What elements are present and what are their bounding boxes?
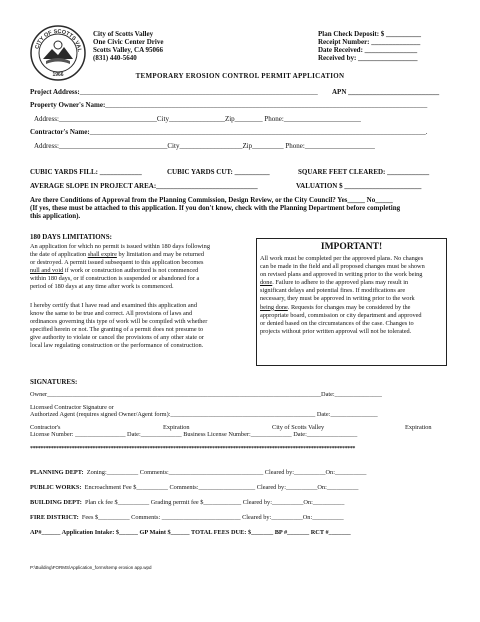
- separator-stars: *****************************************************************************************************************************: [30, 446, 356, 452]
- important-text: All work must be completed per the approved plans. No changes can be made in the field and all proposed changes must be shown on revised plans and approved in writing prior to the work being done. Failure to adhere to the approved plans may result in significant delays and potential fines. If modifications are necessary, they must be approved in writing prior to the work being done. Requests for changes may be considered by the appropriate board, commission or city department and approved or denied based on the circumstances of the case. Changes to projects without prior written approval will not be tolerated.: [260, 255, 425, 335]
- limitations-heading: 180 DAYS LIMITATIONS:: [30, 233, 112, 241]
- conditions-note-line1: (If yes, these must be attached to this application. If you don't know, check with the Planning Department before completing: [30, 204, 401, 212]
- important-heading: IMPORTANT!: [320, 242, 383, 252]
- building-dept-fields[interactable]: Plan ck fee $__________ Grading permit fee $____________ Cleared by:__________On:__________: [85, 499, 345, 506]
- conditions-question: Are there Conditions of Approval from the Planning Commission, Design Review, or the City Council? Yes_____ No_____: [30, 196, 393, 204]
- fire-district-label: FIRE DISTRICT:: [30, 514, 79, 521]
- org-phone: (831) 440-5640: [93, 54, 137, 62]
- file-path-footer: P:\Building\FORMS\Application_forms\temp erosion app.wpd: [30, 565, 152, 570]
- apn-field[interactable]: APN __________________________: [332, 88, 440, 96]
- svg-text:CITY OF SCOTTS VALLEY: CITY OF SCOTTS VAL: [34, 28, 83, 53]
- fees-totals-row[interactable]: AP#______ Application Intake: $______ GP Maint $______ TOTAL FEES DUE: $_______ BP #_______ RCT #_______: [30, 529, 351, 536]
- contractor-name-label: Contractor's Name:: [30, 128, 90, 136]
- plan-check-deposit[interactable]: Plan Check Deposit: $ __________: [318, 30, 422, 38]
- org-address2: Scotts Valley, CA 95066: [93, 46, 164, 54]
- org-address1: One Civic Center Drive: [93, 38, 164, 46]
- org-name: City of Scotts Valley: [93, 30, 154, 38]
- date-received[interactable]: Date Received: _______________: [318, 46, 418, 54]
- important-notice-box: [256, 238, 447, 366]
- square-feet-cleared-field[interactable]: SQUARE FEET CLEARED: ____________: [298, 168, 430, 176]
- building-dept-label: BUILDING DEPT:: [30, 499, 82, 506]
- signatures-heading: SIGNATURES:: [30, 378, 78, 386]
- owner-signature-field[interactable]: Owner_______________________________________________________________________________________Date:_______________: [30, 391, 382, 398]
- authorized-agent-signature-field[interactable]: Authorized Agent (requires signed Owner/Agent form):______________________________________________ Date:_______________: [30, 411, 378, 418]
- business-license-label: City of Scotts Valley: [272, 424, 325, 431]
- expiration-label-2: Expiration: [405, 424, 432, 431]
- receipt-number[interactable]: Receipt Number: ______________: [318, 38, 421, 46]
- fire-district-fields[interactable]: Fees $__________ Comments: _________________________ Cleared by:__________On:__________: [81, 514, 344, 521]
- contractor-license-label: Contractor's: [30, 424, 61, 431]
- received-by[interactable]: Received by: _________________: [318, 54, 418, 62]
- planning-dept-fields[interactable]: Zoning:__________ Comments:______________________________ Cleared by:__________On:__________: [86, 469, 367, 476]
- project-address-field[interactable]: ____________________________________________________________________: [79, 88, 318, 96]
- cubic-yards-cut-field[interactable]: CUBIC YARDS CUT: __________: [167, 168, 270, 176]
- cubic-yards-fill-field[interactable]: CUBIC YARDS FILL: ____________: [30, 168, 142, 176]
- planning-dept-label: PLANNING DEPT:: [30, 469, 84, 476]
- certification-paragraph: I hereby certify that I have read and examined this application and know the same to be true and correct. All provisions of laws and ordinances governing this type of work will be compiled with whether specified herein or not. The granting of a permit does not presume to give authority to violate or cancel the provisions of any other state or local law regulating construction or the performance of construction.: [30, 302, 208, 350]
- valuation-field[interactable]: VALUATION $ ______________________: [296, 182, 422, 190]
- average-slope-field[interactable]: AVERAGE SLOPE IN PROJECT AREA:_____________________________: [30, 182, 258, 190]
- limitations-paragraph: An application for which no permit is issued within 180 days following the date of application shall expire by limitation and may be returned or destroyed. A permit issued subsequent to this application becomes null and void if work or construction authorized is not commenced within 180 days, or if construction is suspended or abandoned for a period of 180 days at any time after work is commenced.: [30, 243, 210, 291]
- page-title: TEMPORARY EROSION CONTROL PERMIT APPLICATION: [135, 72, 345, 80]
- svg-text:1966: 1966: [52, 72, 64, 78]
- owner-address-field[interactable]: Address:____________________________City________________Zip________ Phone:______________________: [34, 115, 361, 123]
- project-address-label: Project Address:: [30, 88, 80, 96]
- public-works-fields[interactable]: Encroachment Fee $__________ Comments:__________________ Cleared by:__________On:__________: [84, 484, 359, 491]
- owner-name-field[interactable]: ____________________________________________________________________________________________: [105, 101, 428, 109]
- public-works-label: PUBLIC WORKS:: [30, 484, 82, 491]
- conditions-note-line2: this application).: [30, 212, 81, 220]
- license-number-row[interactable]: License Number: ________________ Date:_____________ Business License Number:_____________ Date:________________: [30, 431, 358, 438]
- contractor-name-field[interactable]: ________________________________________________________________________________________________.: [89, 128, 428, 136]
- contractor-address-field[interactable]: Address:_______________________________City__________________Zip_________ Phone:____________________: [34, 142, 375, 150]
- expiration-label-1: Expiration: [163, 424, 190, 431]
- owner-name-label: Property Owner's Name:: [30, 101, 106, 109]
- licensed-contractor-label: Licensed Contractor Signature or: [30, 404, 114, 411]
